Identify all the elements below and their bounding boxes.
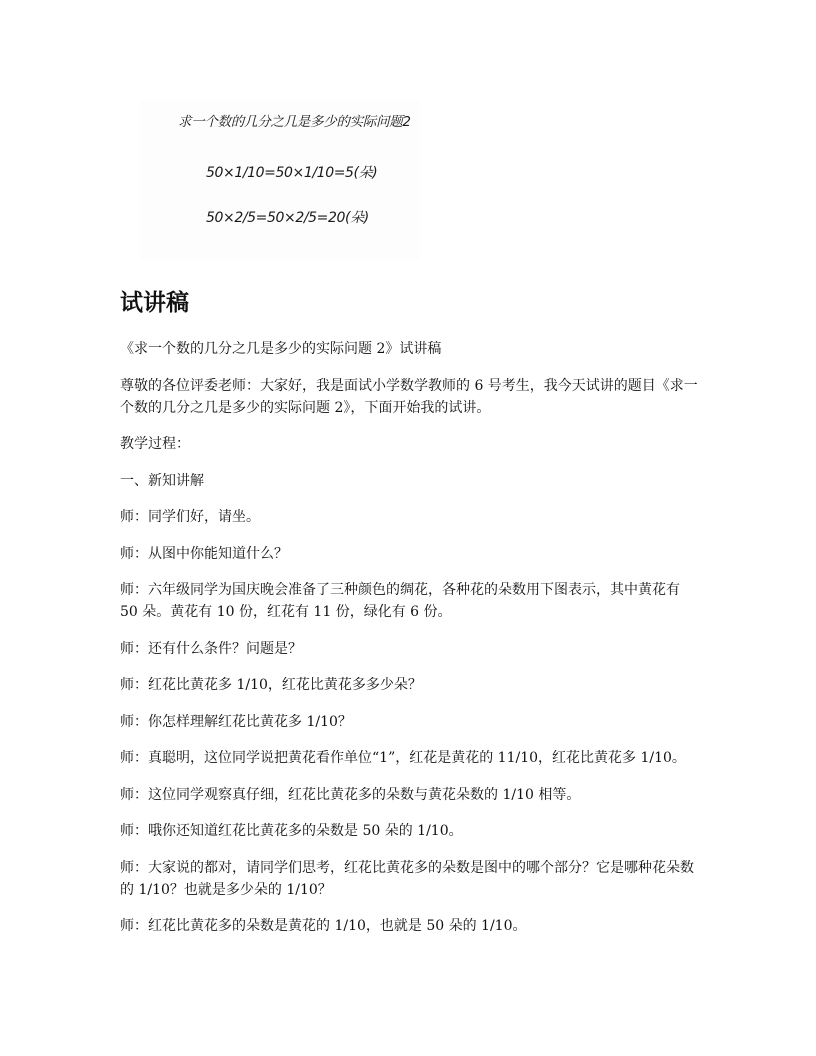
paragraph: 师：这位同学观察真仔细，红花比黄花多的朵数与黄花朵数的 1/10 相等。	[120, 786, 581, 803]
paragraph-process-label: 教学过程：	[120, 436, 190, 452]
paragraph-lecture-title: 《求一个数的几分之几是多少的实际问题 2》试讲稿	[120, 341, 442, 357]
handwritten-note-title: 求一个数的几分之几是多少的实际问题2	[178, 114, 411, 130]
paragraph: 师：红花比黄花多 1/10，红花比黄花多多少朵？	[120, 677, 422, 693]
paragraph: 师：大家说的都对，请同学们思考，红花比黄花多的朵数是图中的哪个部分？它是哪种花朵数的 1/10？也就是多少朵的 1/10？	[120, 859, 694, 898]
paragraph-section-heading: 一、新知讲解	[120, 472, 204, 489]
handwritten-equation-2: 50×2/5=50×2/5=20(朵)	[206, 210, 369, 226]
paragraph: 师：哦你还知道红花比黄花多的朵数是 50 朵的 1/10。	[120, 823, 463, 839]
paragraph: 师：红花比黄花多的朵数是黄花的 1/10，也就是 50 朵的 1/10。	[120, 918, 527, 934]
paragraph: 师：还有什么条件？问题是？	[120, 640, 302, 657]
paragraph: 师：从图中你能知道什么？	[120, 545, 288, 562]
paragraph: 师：同学们好，请坐。	[120, 509, 260, 525]
paragraph: 师：真聪明，这位同学说把黄花看作单位“1”，红花是黄花的 11/10，红花比黄花多 1/10。	[120, 750, 686, 766]
handwritten-equation-1: 50×1/10=50×1/10=5(朵)	[206, 165, 378, 181]
paragraph-greeting: 尊敬的各位评委老师：大家好，我是面试小学数学教师的 6 号考生，我今天试讲的题目《求一个数的几分之几是多少的实际问题 2》，下面开始我的试讲。	[120, 377, 698, 416]
handwritten-note-image	[140, 100, 420, 260]
paragraph: 师：你怎样理解红花比黄花多 1/10？	[120, 713, 352, 730]
document-body	[120, 338, 700, 952]
paragraph: 师：六年级同学为国庆晚会准备了三种颜色的绸花，各种花的朵数用下图表示，其中黄花有 50 朵。黄花有 10 份，红花有 11 份，绿化有 6 份。	[120, 582, 680, 620]
page-heading: 试讲稿	[120, 290, 189, 316]
